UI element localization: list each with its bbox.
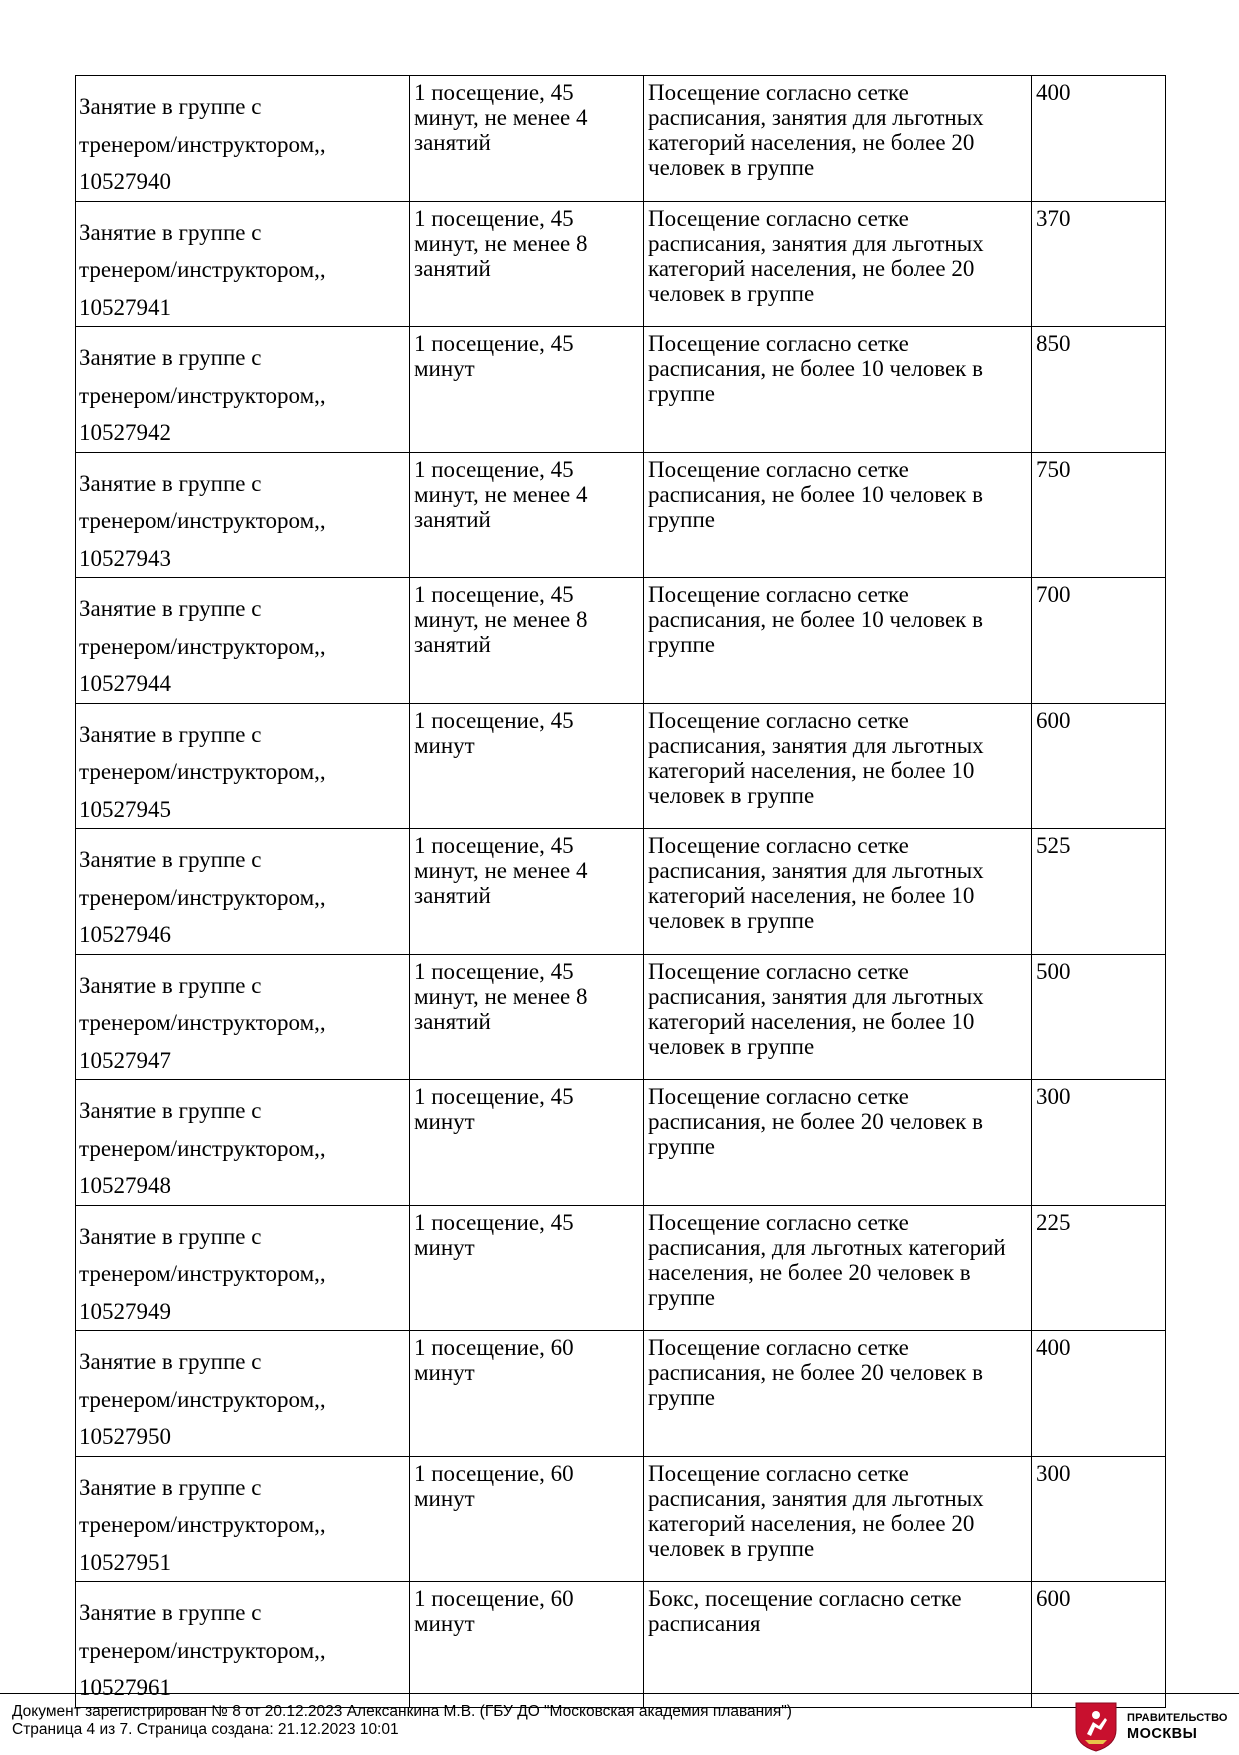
service-name: Занятие в группе с <box>79 972 262 998</box>
service-name: Занятие в группе с <box>79 1474 262 1500</box>
service-code: 10527945 <box>79 796 171 822</box>
registration-line: Документ зарегистрирован № 8 от 20.12.2023 Алексанкина М.В. (ГБУ ДО "Московская академия плавания") <box>12 1703 792 1720</box>
description-cell: Посещение согласно сетке расписания, не более 20 человек в группе <box>644 1331 1032 1457</box>
service-code: 10527943 <box>79 545 171 571</box>
description-cell: Посещение согласно сетке расписания, занятия для льготных категорий населения, не более 10 человек в группе <box>644 954 1032 1080</box>
service-name: Занятие в группе с <box>79 1098 262 1123</box>
service-name-cont: тренером/инструктором,, <box>79 1637 326 1663</box>
service-name: Занятие в группе с <box>79 1349 262 1374</box>
price-cell: 700 <box>1032 578 1166 704</box>
description-cell: Посещение согласно сетке расписания, занятия для льготных категорий населения, не более 20 человек в группе <box>644 201 1032 327</box>
service-code: 10527940 <box>79 169 171 194</box>
service-name: Занятие в группе с <box>79 1600 262 1625</box>
conditions-cell: 1 посещение, 45 минут, не менее 8 занятий <box>410 954 644 1080</box>
service-name: Занятие в группе с <box>79 721 262 747</box>
service-name-cell <box>76 1456 410 1582</box>
conditions-cell: 1 посещение, 45 минут <box>410 1080 644 1206</box>
government-brand <box>1127 1711 1228 1743</box>
table-row <box>76 954 1166 1080</box>
service-name-cell <box>76 452 410 578</box>
service-name-cont: тренером/инструктором,, <box>79 1261 326 1286</box>
conditions-cell: 1 посещение, 45 минут, не менее 4 занятий <box>410 829 644 955</box>
service-name-cell <box>76 578 410 704</box>
description-cell: Посещение согласно сетке расписания, для льготных категорий населения, не более 20 человек в группе <box>644 1205 1032 1331</box>
page-footer <box>0 1693 1239 1755</box>
service-code: 10527947 <box>79 1047 171 1073</box>
service-code: 10527942 <box>79 420 171 445</box>
price-cell: 400 <box>1032 76 1166 202</box>
service-name-cell <box>76 1205 410 1331</box>
price-cell: 400 <box>1032 1331 1166 1457</box>
brand-line-1: ПРАВИТЕЛЬСТВО <box>1127 1712 1228 1724</box>
service-name: Занятие в группе с <box>79 345 262 370</box>
service-code: 10527951 <box>79 1549 171 1575</box>
service-code: 10527961 <box>79 1675 171 1700</box>
service-code: 10527941 <box>79 294 171 320</box>
service-name-cont: тренером/инструктором,, <box>79 1135 326 1161</box>
service-name: Занятие в группе с <box>79 1223 262 1249</box>
price-cell: 500 <box>1032 954 1166 1080</box>
service-name-cont: тренером/инструктором,, <box>79 131 326 157</box>
service-code: 10527949 <box>79 1298 171 1324</box>
conditions-cell: 1 посещение, 60 минут <box>410 1582 644 1708</box>
conditions-cell: 1 посещение, 45 минут, не менее 4 занятий <box>410 452 644 578</box>
table-row <box>76 829 1166 955</box>
price-cell: 525 <box>1032 829 1166 955</box>
service-name: Занятие в группе с <box>79 596 262 621</box>
service-code: 10527944 <box>79 671 171 696</box>
conditions-cell: 1 посещение, 45 минут, не менее 8 занятий <box>410 201 644 327</box>
service-name-cont: тренером/инструктором,, <box>79 1386 326 1412</box>
table-row <box>76 578 1166 704</box>
description-cell: Посещение согласно сетке расписания, занятия для льготных категорий населения, не более 20 человек в группе <box>644 76 1032 202</box>
service-name-cell <box>76 201 410 327</box>
moscow-coat-of-arms-icon <box>1073 1700 1119 1752</box>
table-row <box>76 703 1166 829</box>
table-row <box>76 76 1166 202</box>
registration-info <box>12 1703 792 1739</box>
service-name-cont: тренером/инструктором,, <box>79 508 326 533</box>
description-cell: Бокс, посещение согласно сетке расписания <box>644 1582 1032 1708</box>
service-name-cell <box>76 1080 410 1206</box>
conditions-cell: 1 посещение, 45 минут <box>410 703 644 829</box>
service-code: 10527950 <box>79 1424 171 1449</box>
conditions-cell: 1 посещение, 60 минут <box>410 1331 644 1457</box>
price-cell: 225 <box>1032 1205 1166 1331</box>
table-row <box>76 201 1166 327</box>
service-name: Занятие в группе с <box>79 219 262 245</box>
service-name-cell <box>76 1582 410 1708</box>
table-row <box>76 1331 1166 1457</box>
table-row <box>76 452 1166 578</box>
conditions-cell: 1 посещение, 45 минут <box>410 327 644 453</box>
service-code: 10527948 <box>79 1173 171 1198</box>
service-name: Занятие в группе с <box>79 470 262 496</box>
description-cell: Посещение согласно сетке расписания, не более 10 человек в группе <box>644 452 1032 578</box>
page-info-line: Страница 4 из 7. Страница создана: 21.12.2023 10:01 <box>12 1721 399 1738</box>
conditions-cell: 1 посещение, 45 минут <box>410 1205 644 1331</box>
conditions-cell: 1 посещение, 45 минут, не менее 4 занятий <box>410 76 644 202</box>
conditions-cell: 1 посещение, 60 минут <box>410 1456 644 1582</box>
price-cell: 600 <box>1032 1582 1166 1708</box>
price-cell: 370 <box>1032 201 1166 327</box>
conditions-cell: 1 посещение, 45 минут, не менее 8 занятий <box>410 578 644 704</box>
service-code: 10527946 <box>79 922 171 947</box>
price-cell: 850 <box>1032 327 1166 453</box>
table-row <box>76 1582 1166 1708</box>
price-table <box>75 75 1166 1708</box>
service-name-cell <box>76 76 410 202</box>
description-cell: Посещение согласно сетке расписания, не более 10 человек в группе <box>644 327 1032 453</box>
service-name-cont: тренером/инструктором,, <box>79 1010 326 1035</box>
service-name-cont: тренером/инструктором,, <box>79 1512 326 1537</box>
service-name-cell <box>76 829 410 955</box>
price-cell: 300 <box>1032 1456 1166 1582</box>
service-name: Занятие в группе с <box>79 847 262 872</box>
service-name-cont: тренером/инструктором,, <box>79 884 326 910</box>
brand-line-2: МОСКВЫ <box>1127 1726 1198 1742</box>
service-name-cont: тренером/инструктором,, <box>79 257 326 282</box>
service-name-cont: тренером/инструктором,, <box>79 633 326 659</box>
price-cell: 300 <box>1032 1080 1166 1206</box>
table-row <box>76 1456 1166 1582</box>
table-row <box>76 1080 1166 1206</box>
price-cell: 600 <box>1032 703 1166 829</box>
service-name-cell <box>76 703 410 829</box>
table-row <box>76 327 1166 453</box>
description-cell: Посещение согласно сетке расписания, не более 20 человек в группе <box>644 1080 1032 1206</box>
table-row <box>76 1205 1166 1331</box>
price-cell: 750 <box>1032 452 1166 578</box>
service-name-cell <box>76 1331 410 1457</box>
description-cell: Посещение согласно сетке расписания, не более 10 человек в группе <box>644 578 1032 704</box>
service-name-cont: тренером/инструктором,, <box>79 382 326 408</box>
description-cell: Посещение согласно сетке расписания, занятия для льготных категорий населения, не более 10 человек в группе <box>644 829 1032 955</box>
description-cell: Посещение согласно сетке расписания, занятия для льготных категорий населения, не более 10 человек в группе <box>644 703 1032 829</box>
service-name-cell <box>76 954 410 1080</box>
service-name-cont: тренером/инструктором,, <box>79 759 326 784</box>
table-body <box>76 76 1166 1708</box>
service-name: Занятие в группе с <box>79 94 262 119</box>
description-cell: Посещение согласно сетке расписания, занятия для льготных категорий населения, не более 20 человек в группе <box>644 1456 1032 1582</box>
service-name-cell <box>76 327 410 453</box>
